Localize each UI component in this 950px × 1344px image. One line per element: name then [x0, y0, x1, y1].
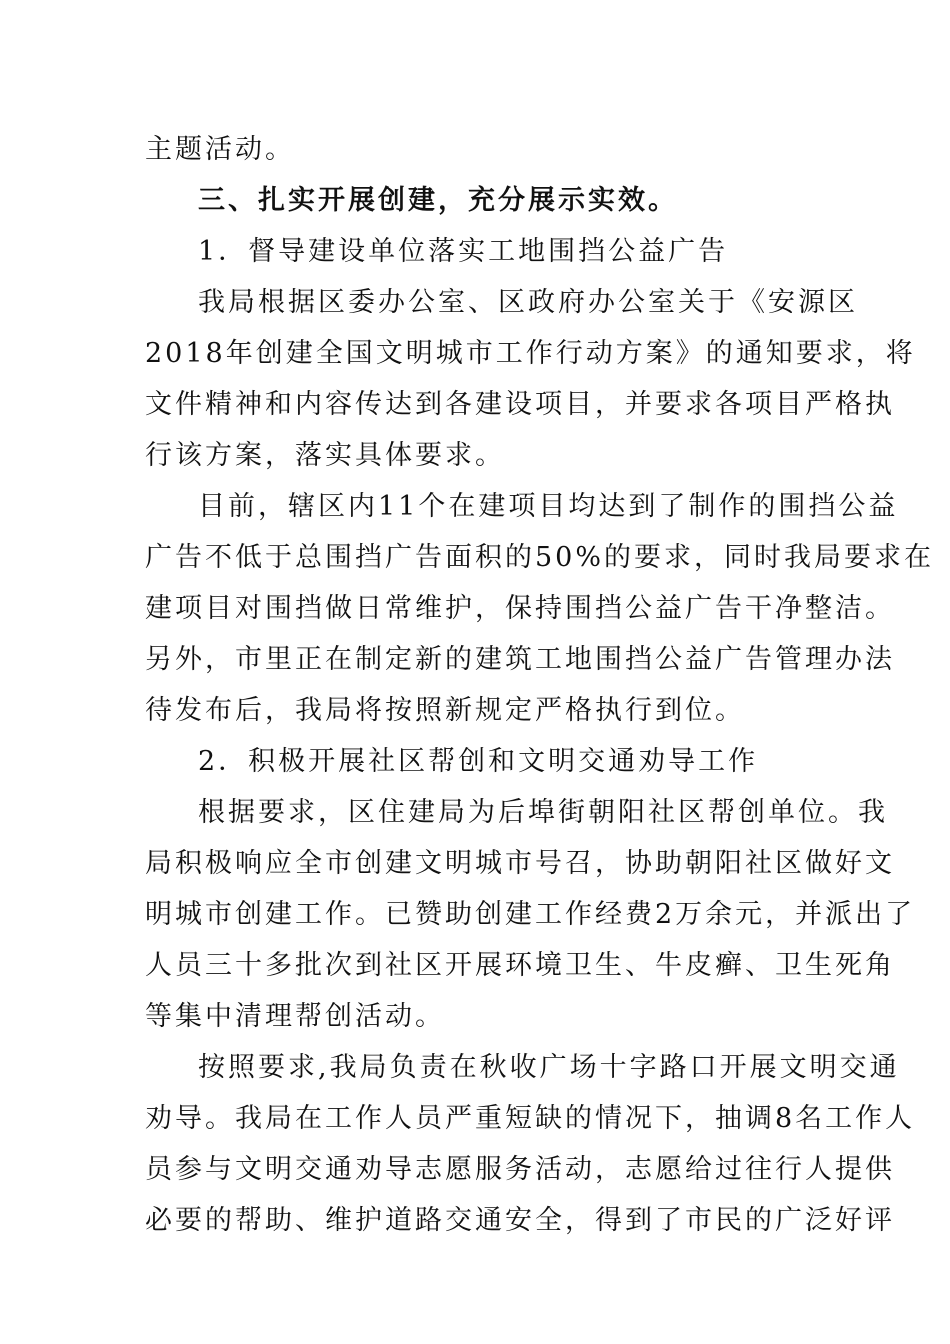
paragraph-line: 待发布后，我局将按照新规定严格执行到位。: [145, 695, 745, 726]
section-heading: 三、扎实开展创建，充分展示实效。: [198, 185, 678, 216]
paragraph-line: 另外，市里正在制定新的建筑工地围挡公益广告管理办法: [145, 644, 895, 675]
paragraph-line: 建项目对围挡做日常维护，保持围挡公益广告干净整洁。: [145, 593, 895, 624]
paragraph-line: 行该方案，落实具体要求。: [145, 440, 505, 471]
paragraph-line: 文件精神和内容传达到各建设项目，并要求各项目严格执: [145, 389, 895, 420]
paragraph-line: 员参与文明交通劝导志愿服务活动，志愿给过往行人提供: [145, 1154, 895, 1185]
paragraph-line: 必要的帮助、维护道路交通安全，得到了市民的广泛好评: [145, 1205, 895, 1236]
paragraph-line: 局积极响应全市创建文明城市号召，协助朝阳社区做好文: [145, 848, 895, 879]
paragraph-line: 明城市创建工作。已赞助创建工作经费2万余元，并派出了: [145, 899, 916, 930]
subsection-heading: 1．督导建设单位落实工地围挡公益广告: [198, 236, 729, 267]
paragraph-line: 广告不低于总围挡广告面积的50%的要求，同时我局要求在: [145, 542, 935, 573]
paragraph-line: 主题活动。: [145, 134, 295, 165]
paragraph-line: 根据要求，区住建局为后埠街朝阳社区帮创单位。我: [198, 797, 888, 828]
subsection-heading: 2．积极开展社区帮创和文明交通劝导工作: [198, 746, 759, 777]
paragraph-line: 劝导。我局在工作人员严重短缺的情况下，抽调8名工作人: [145, 1103, 916, 1134]
paragraph-line: 人员三十多批次到社区开展环境卫生、牛皮癣、卫生死角: [145, 950, 895, 981]
paragraph-line: 等集中清理帮创活动。: [145, 1001, 445, 1032]
paragraph-line: 2018年创建全国文明城市工作行动方案》的通知要求，将: [145, 338, 916, 369]
paragraph-line: 按照要求,我局负责在秋收广场十字路口开展文明交通: [198, 1052, 900, 1083]
paragraph-line: 我局根据区委办公室、区政府办公室关于《安源区: [198, 287, 858, 318]
paragraph-line: 目前，辖区内11个在建项目均达到了制作的围挡公益: [198, 491, 899, 522]
